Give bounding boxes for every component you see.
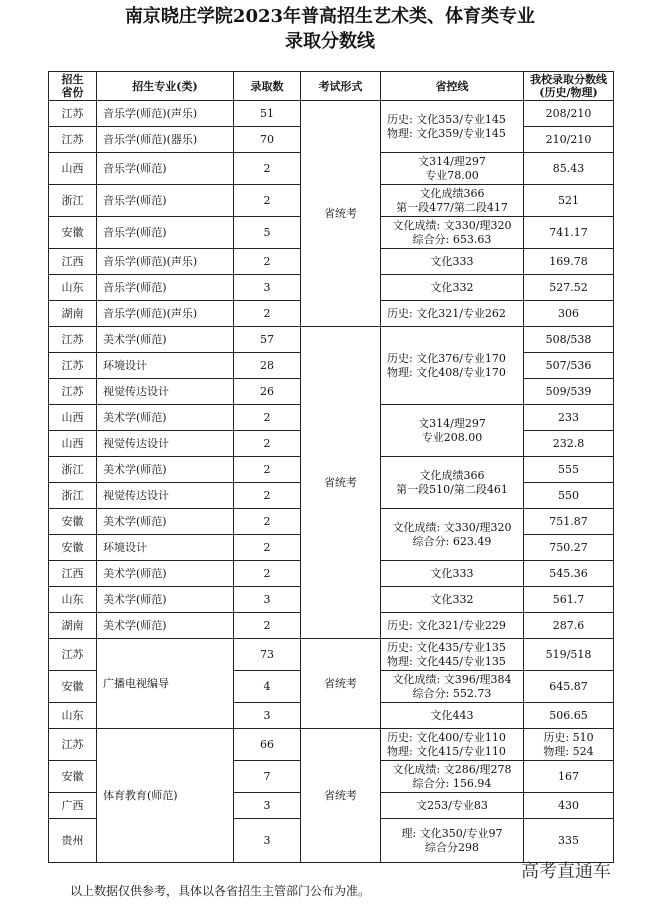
cell-major: 体育教育(师范)	[97, 729, 234, 863]
cell-score: 750.27	[524, 535, 614, 561]
cell-score: 506.65	[524, 703, 614, 729]
cell-province: 安徽	[49, 671, 97, 703]
cell-enroll: 3	[234, 819, 301, 863]
cell-prov-line: 历史: 文化321/专业229	[381, 613, 524, 639]
cell-province: 江苏	[49, 353, 97, 379]
cell-province: 山西	[49, 153, 97, 185]
cell-prov-line: 文化332	[381, 587, 524, 613]
cell-enroll: 2	[234, 561, 301, 587]
cell-score: 210/210	[524, 127, 614, 153]
cell-enroll: 2	[234, 431, 301, 457]
cell-major: 音乐学(师范)	[97, 217, 234, 249]
cell-score: 233	[524, 405, 614, 431]
cell-major: 音乐学(师范)(声乐)	[97, 101, 234, 127]
cell-province: 浙江	[49, 185, 97, 217]
cell-enroll: 3	[234, 587, 301, 613]
cell-prov-line: 历史: 文化435/专业135 物理: 文化445/专业135	[381, 639, 524, 671]
table-row	[49, 101, 614, 127]
cell-major: 视觉传达设计	[97, 483, 234, 509]
cell-province: 安徽	[49, 761, 97, 793]
cell-major: 环境设计	[97, 353, 234, 379]
cell-score: 335	[524, 819, 614, 863]
cell-province: 浙江	[49, 483, 97, 509]
cell-province: 安徽	[49, 535, 97, 561]
cell-enroll: 2	[234, 405, 301, 431]
cell-score: 545.36	[524, 561, 614, 587]
cell-enroll: 3	[234, 703, 301, 729]
cell-prov-line: 文化443	[381, 703, 524, 729]
header-enroll: 录取数	[234, 72, 301, 101]
cell-score: 430	[524, 793, 614, 819]
cell-enroll: 4	[234, 671, 301, 703]
cell-prov-line: 理: 文化350/专业97 综合分298	[381, 819, 524, 863]
cell-score: 287.6	[524, 613, 614, 639]
cell-score: 507/536	[524, 353, 614, 379]
cell-score: 521	[524, 185, 614, 217]
cell-prov-line: 历史: 文化353/专业145 物理: 文化359/专业145	[381, 101, 524, 153]
cell-province: 江苏	[49, 101, 97, 127]
cell-major: 视觉传达设计	[97, 379, 234, 405]
header-major: 招生专业(类)	[97, 72, 234, 101]
cell-score: 509/539	[524, 379, 614, 405]
cell-major: 美术学(师范)	[97, 561, 234, 587]
cell-enroll: 28	[234, 353, 301, 379]
cell-score: 645.87	[524, 671, 614, 703]
cell-prov-line: 文化333	[381, 561, 524, 587]
cell-enroll: 2	[234, 613, 301, 639]
cell-score: 550	[524, 483, 614, 509]
cell-province: 江苏	[49, 639, 97, 671]
cell-score: 167	[524, 761, 614, 793]
cell-major: 美术学(师范)	[97, 613, 234, 639]
cell-enroll: 2	[234, 249, 301, 275]
cell-major: 音乐学(师范)(器乐)	[97, 127, 234, 153]
cell-score: 561.7	[524, 587, 614, 613]
cell-province: 山西	[49, 405, 97, 431]
cell-score: 历史: 510 物理: 524	[524, 729, 614, 761]
cell-prov-line: 文314/理297 专业208.00	[381, 405, 524, 457]
cell-prov-line: 文化成绩: 文330/理320 综合分: 653.63	[381, 217, 524, 249]
header-prov-line: 省控线	[381, 72, 524, 101]
cell-prov-line: 文253/专业83	[381, 793, 524, 819]
cell-province: 江苏	[49, 127, 97, 153]
cell-score: 741.17	[524, 217, 614, 249]
cell-major: 音乐学(师范)(声乐)	[97, 249, 234, 275]
cell-prov-line: 文化成绩: 文286/理278 综合分: 156.94	[381, 761, 524, 793]
cell-enroll: 2	[234, 301, 301, 327]
cell-province: 贵州	[49, 819, 97, 863]
table-row	[49, 729, 614, 761]
cell-major: 环境设计	[97, 535, 234, 561]
cell-major: 美术学(师范)	[97, 405, 234, 431]
cell-enroll: 3	[234, 793, 301, 819]
cell-enroll: 70	[234, 127, 301, 153]
cell-enroll: 26	[234, 379, 301, 405]
cell-province: 江苏	[49, 379, 97, 405]
cell-major: 音乐学(师范)	[97, 185, 234, 217]
cell-prov-line: 文化成绩366 第一段510/第二段461	[381, 457, 524, 509]
cell-major: 美术学(师范)	[97, 327, 234, 353]
cell-enroll: 66	[234, 729, 301, 761]
cell-exam: 省统考	[301, 639, 381, 729]
cell-major: 音乐学(师范)	[97, 153, 234, 185]
cell-enroll: 2	[234, 457, 301, 483]
cell-enroll: 3	[234, 275, 301, 301]
cell-prov-line: 历史: 文化321/专业262	[381, 301, 524, 327]
cell-province: 广西	[49, 793, 97, 819]
cell-province: 江西	[49, 561, 97, 587]
watermark: 高考直通车	[521, 861, 611, 882]
table-header-row	[49, 72, 614, 101]
header-province: 招生 省份	[49, 72, 97, 101]
cell-enroll: 2	[234, 483, 301, 509]
cell-score: 306	[524, 301, 614, 327]
cell-major: 美术学(师范)	[97, 457, 234, 483]
cell-major: 视觉传达设计	[97, 431, 234, 457]
cell-score: 555	[524, 457, 614, 483]
cell-score: 751.87	[524, 509, 614, 535]
cell-exam: 省统考	[301, 729, 381, 863]
cell-major: 音乐学(师范)	[97, 275, 234, 301]
cell-enroll: 51	[234, 101, 301, 127]
table-row	[49, 327, 614, 353]
cell-enroll: 57	[234, 327, 301, 353]
admission-score-table	[48, 71, 614, 863]
cell-province: 湖南	[49, 301, 97, 327]
cell-exam: 省统考	[301, 327, 381, 639]
cell-province: 安徽	[49, 509, 97, 535]
cell-province: 江西	[49, 249, 97, 275]
cell-prov-line: 文化成绩: 文396/理384 综合分: 552.73	[381, 671, 524, 703]
cell-major: 音乐学(师范)(声乐)	[97, 301, 234, 327]
cell-score: 527.52	[524, 275, 614, 301]
cell-score: 232.8	[524, 431, 614, 457]
cell-prov-line: 文化成绩: 文330/理320 综合分: 623.49	[381, 509, 524, 561]
cell-province: 湖南	[49, 613, 97, 639]
cell-prov-line: 历史: 文化400/专业110 物理: 文化415/专业110	[381, 729, 524, 761]
cell-enroll: 2	[234, 509, 301, 535]
cell-major: 广播电视编导	[97, 639, 234, 729]
cell-prov-line: 文化333	[381, 249, 524, 275]
page-title: 南京晓庄学院2023年普高招生艺术类、体育类专业	[124, 6, 536, 27]
cell-province: 山东	[49, 587, 97, 613]
cell-score: 169.78	[524, 249, 614, 275]
cell-province: 山东	[49, 703, 97, 729]
cell-enroll: 5	[234, 217, 301, 249]
cell-score: 85.43	[524, 153, 614, 185]
footnote: 以上数据仅供参考，具体以各省招生主管部门公布为准。	[70, 884, 371, 898]
cell-province: 安徽	[49, 217, 97, 249]
cell-province: 山东	[49, 275, 97, 301]
cell-enroll: 2	[234, 153, 301, 185]
page-subtitle: 录取分数线	[285, 31, 375, 52]
cell-province: 江苏	[49, 729, 97, 761]
cell-enroll: 2	[234, 185, 301, 217]
cell-major: 美术学(师范)	[97, 587, 234, 613]
cell-prov-line: 文化332	[381, 275, 524, 301]
cell-prov-line: 历史: 文化376/专业170 物理: 文化408/专业170	[381, 327, 524, 405]
cell-province: 江苏	[49, 327, 97, 353]
table-row	[49, 639, 614, 671]
cell-prov-line: 文化成绩366 第一段477/第二段417	[381, 185, 524, 217]
cell-major: 美术学(师范)	[97, 509, 234, 535]
cell-enroll: 73	[234, 639, 301, 671]
header-score: 我校录取分数线 (历史/物理)	[524, 72, 614, 101]
cell-enroll: 2	[234, 535, 301, 561]
cell-prov-line: 文314/理297 专业78.00	[381, 153, 524, 185]
cell-score: 208/210	[524, 101, 614, 127]
header-exam: 考试形式	[301, 72, 381, 101]
cell-enroll: 7	[234, 761, 301, 793]
cell-province: 浙江	[49, 457, 97, 483]
cell-score: 508/538	[524, 327, 614, 353]
cell-exam: 省统考	[301, 101, 381, 327]
cell-score: 519/518	[524, 639, 614, 671]
cell-province: 山西	[49, 431, 97, 457]
